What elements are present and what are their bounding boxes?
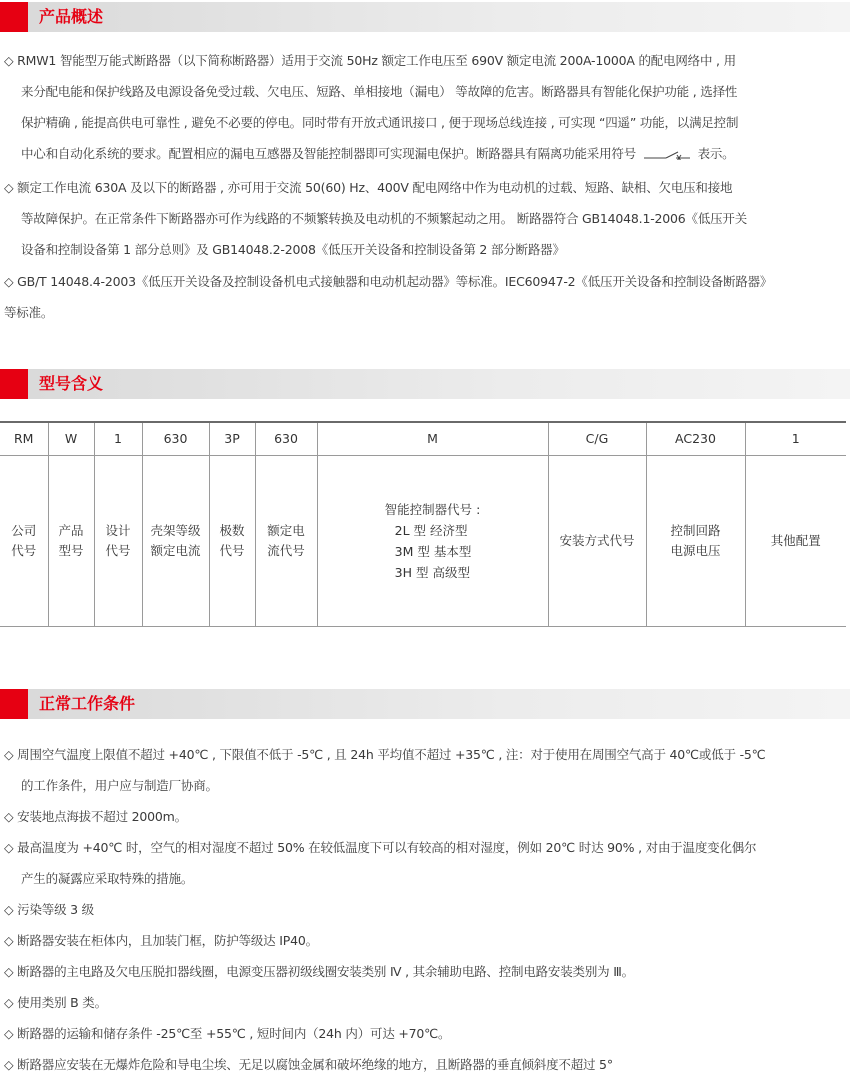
- meaning-line: 型号: [58, 543, 84, 558]
- code-cell: 3P: [209, 422, 255, 456]
- text-line: ◇ 污染等级 3 级: [4, 902, 94, 917]
- text-line: 等故障保护。在正常条件下断路器亦可作为线路的不频繁转换及电动机的不频繁起动之用。 断路器符合 GB14048.1-2006《低压开关: [21, 211, 748, 226]
- code-cell: 1: [745, 422, 846, 456]
- meaning-line: 智能控制器代号 :: [384, 502, 481, 517]
- code-row: [0, 422, 846, 456]
- section-accent-bar: [0, 369, 28, 399]
- meaning-line: 产品: [58, 523, 84, 538]
- text-line: ◇ 使用类别 B 类。: [4, 995, 107, 1010]
- text-line: ◇ 断路器安装在柜体内，且加装门框，防护等级达 IP40。: [4, 933, 318, 948]
- overview-paragraph-2: [4, 172, 846, 265]
- controller-code-block: [385, 499, 481, 583]
- text-line: ◇ RMW1 智能型万能式断路器（以下简称断路器）适用于交流 50Hz 额定工作电压至 690V 额定电流 200A-1000A 的配电网络中 , 用: [4, 53, 736, 68]
- text-line: ◇ 周围空气温度上限值不超过 +40℃ , 下限值不低于 -5℃ , 且 24h 平均值不超过 +35℃ , 注：对于使用在周围空气高于 40℃或低于 -5℃: [4, 747, 766, 762]
- meaning-line: 安装方式代号: [559, 533, 635, 548]
- code-cell: M: [317, 422, 548, 456]
- text-line: ◇ GB/T 14048.4-2003《低压开关设备及控制设备机电式接触器和电动机起动器》等标准。IEC60947-2《低压开关设备和控制设备断路器》: [4, 274, 773, 289]
- conditions-list: [4, 739, 846, 1080]
- meaning-cell: [255, 456, 317, 627]
- text-line: ◇ 最高温度为 +40℃ 时，空气的相对湿度不超过 50% 在较低温度下可以有较高的相对湿度，例如 20℃ 时达 90% , 对由于温度变化偶尔: [4, 840, 757, 855]
- meaning-cell: [646, 456, 745, 627]
- code-cell: 630: [142, 422, 209, 456]
- code-cell: AC230: [646, 422, 745, 456]
- meaning-line: 流代号: [267, 543, 305, 558]
- meaning-line: 其他配置: [770, 533, 821, 548]
- meaning-line: 极数: [219, 523, 245, 538]
- list-item: [4, 956, 846, 987]
- text-line: ◇ 断路器的运输和储存条件 -25℃至 +55℃ , 短时间内（24h 内）可达 +70℃。: [4, 1026, 451, 1041]
- text-line: ◇ 断路器应安装在无爆炸危险和导电尘埃、无足以腐蚀金属和破坏绝缘的地方，且断路器的垂直倾斜度不超过 5°: [4, 1057, 613, 1072]
- text-line: 保护精确 , 能提高供电可靠性 , 避免不必要的停电。同时带有开放式通讯接口 , 便于现场总线连接 , 可实现 “四遥” 功能，以满足控制: [21, 115, 739, 130]
- model-code-table: [0, 421, 846, 627]
- list-item: [4, 1018, 846, 1049]
- meaning-cell: [48, 456, 94, 627]
- meaning-line: 2L 型 经济型: [394, 523, 468, 538]
- meaning-cell: [142, 456, 209, 627]
- meaning-line: 设计: [105, 523, 131, 538]
- text-line: ◇ 断路器的主电路及欠电压脱扣器线圈，电源变压器初级线圈安装类别 Ⅳ , 其余辅助电路、控制电路安装类别为 Ⅲ。: [4, 964, 634, 979]
- list-item: [4, 987, 846, 1018]
- code-cell: RM: [0, 422, 48, 456]
- section-title: 型号含义: [39, 374, 104, 393]
- meaning-cell: [317, 456, 548, 627]
- meaning-line: 代号: [105, 543, 131, 558]
- meaning-cell: [209, 456, 255, 627]
- meaning-line: 电源电压: [670, 543, 721, 558]
- meaning-line: 壳架等级: [150, 523, 201, 538]
- code-cell: C/G: [548, 422, 646, 456]
- section-title: 产品概述: [39, 7, 104, 26]
- meaning-line: 3M 型 基本型: [394, 544, 472, 559]
- section-accent-bar: [0, 689, 28, 719]
- meaning-line: 控制回路: [670, 523, 721, 538]
- overview-paragraph-1: [4, 45, 846, 169]
- meaning-cell: [745, 456, 846, 627]
- list-item: [4, 801, 846, 832]
- section-header-overview: [0, 2, 850, 32]
- meaning-cell: [94, 456, 142, 627]
- section-accent-bar: [0, 2, 28, 32]
- section-header-model: [0, 369, 850, 399]
- list-item: [4, 894, 846, 925]
- code-cell: 1: [94, 422, 142, 456]
- meaning-line: 额定电流: [150, 543, 201, 558]
- text-line: ◇ 额定工作电流 630A 及以下的断路器 , 亦可用于交流 50(60) Hz、400V 配电网络中作为电动机的过载、短路、缺相、欠电压和接地: [4, 180, 733, 195]
- list-item: [4, 832, 846, 894]
- code-cell: W: [48, 422, 94, 456]
- section-title: 正常工作条件: [39, 694, 136, 713]
- meaning-line: 公司: [11, 523, 37, 538]
- meaning-line: 额定电: [267, 523, 305, 538]
- meaning-line: 3H 型 高级型: [394, 565, 470, 580]
- text-line: 来分配电能和保护线路及电源设备免受过载、欠电压、短路、单相接地（漏电） 等故障的危害。断路器具有智能化保护功能 , 选择性: [21, 84, 738, 99]
- text-line: 设备和控制设备第 1 部分总则》及 GB14048.2-2008《低压开关设备和控制设备第 2 部分断路器》: [21, 242, 565, 257]
- isolation-switch-icon: [644, 150, 690, 160]
- text-line: ◇ 安装地点海拔不超过 2000m。: [4, 809, 187, 824]
- section-header-conditions: [0, 689, 850, 719]
- meaning-cell: [0, 456, 48, 627]
- meaning-line: 代号: [11, 543, 37, 558]
- text-fragment: 中心和自动化系统的要求。配置相应的漏电互感器及智能控制器即可实现漏电保护。断路器具有隔离功能采用符号: [21, 146, 637, 161]
- code-cell: 630: [255, 422, 317, 456]
- meaning-row: [0, 456, 846, 627]
- meaning-line: 代号: [219, 543, 245, 558]
- list-item: [4, 739, 846, 801]
- list-item: [4, 925, 846, 956]
- list-item: [4, 1049, 846, 1080]
- text-line: 的工作条件，用户应与制造厂协商。: [21, 778, 218, 793]
- text-fragment: 表示。: [697, 146, 735, 161]
- text-line: [4, 138, 846, 169]
- overview-paragraph-3: [4, 266, 846, 328]
- text-line: 产生的凝露应采取特殊的措施。: [21, 871, 194, 886]
- text-line: 等标准。: [4, 305, 54, 320]
- meaning-cell: [548, 456, 646, 627]
